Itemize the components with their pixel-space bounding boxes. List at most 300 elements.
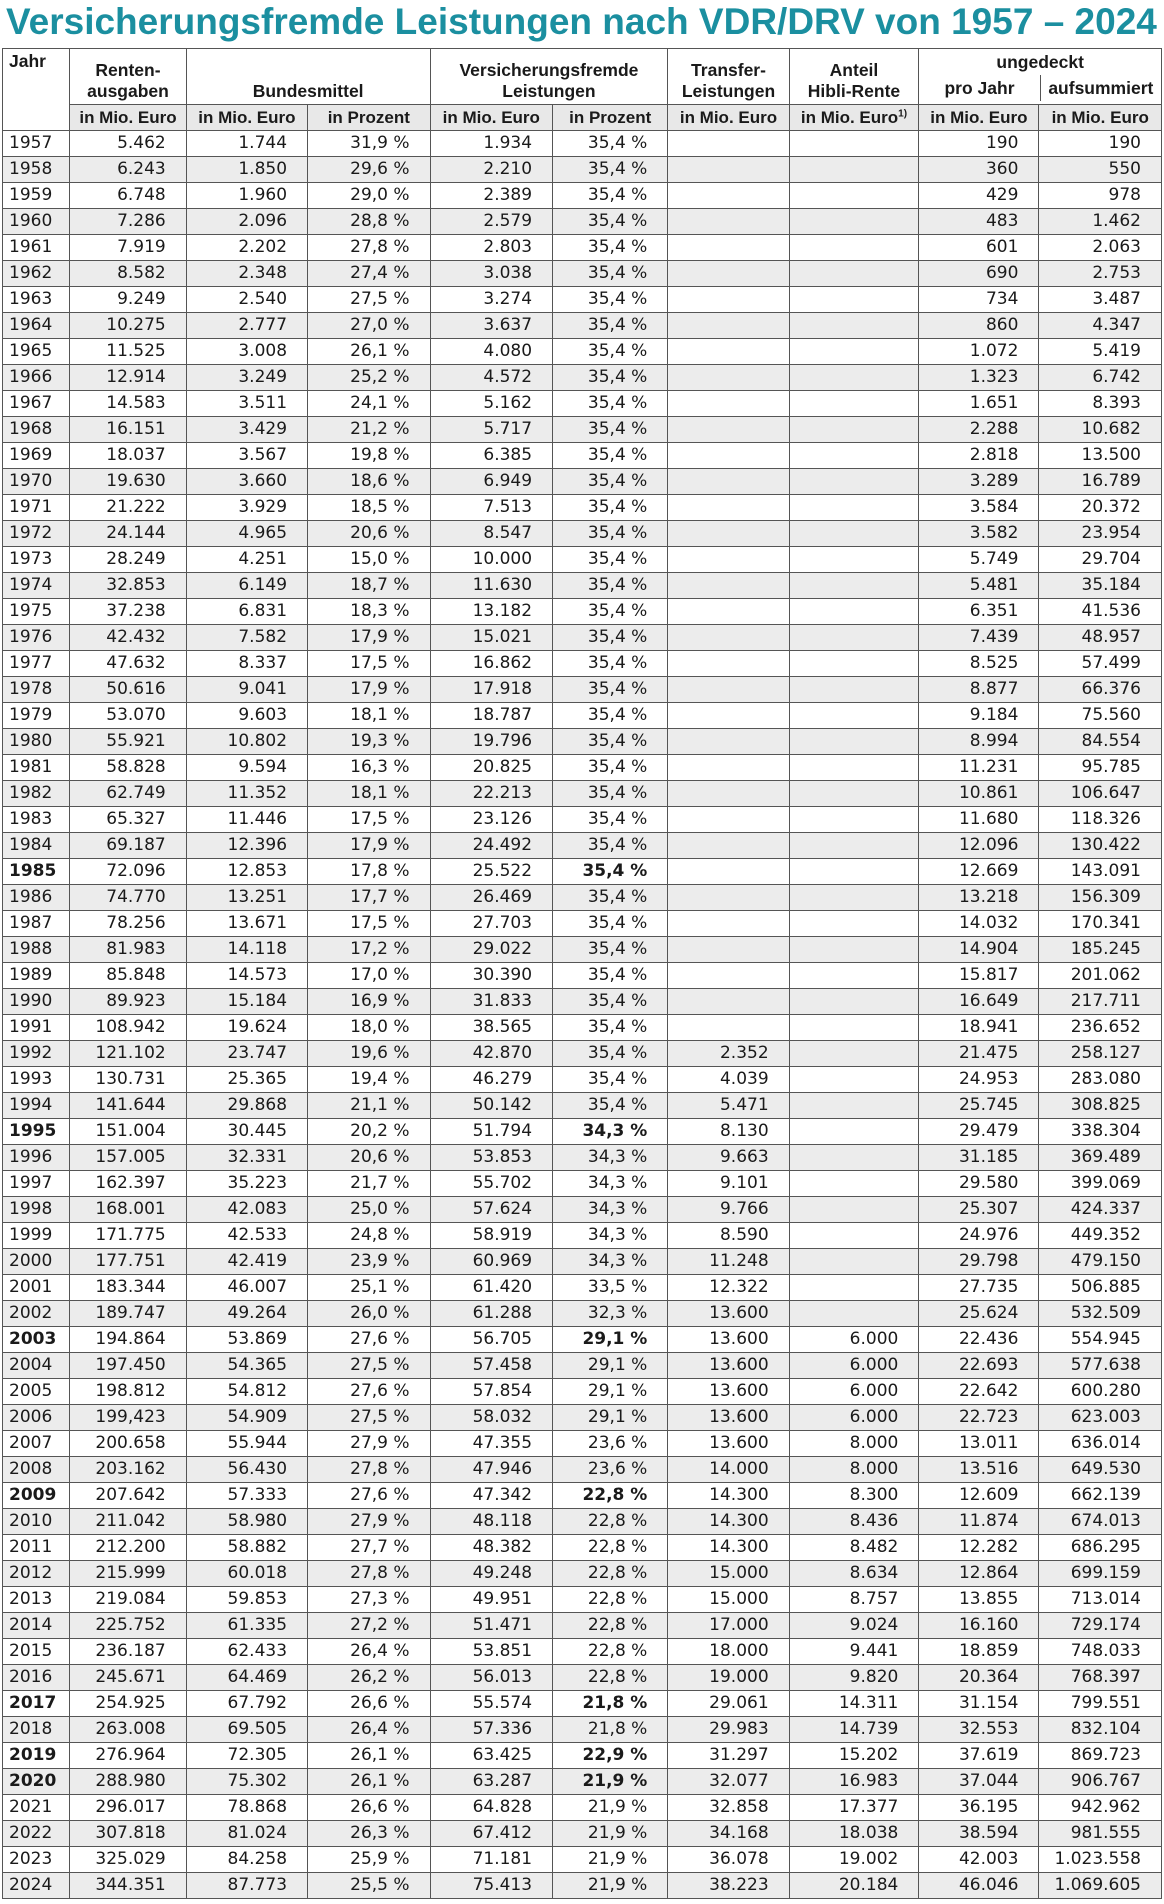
cell-ungedeckt-pro-jahr: 1.651: [919, 391, 1039, 417]
cell-anteil: 9.441: [789, 1639, 919, 1665]
cell-ungedeckt-aufsummiert: 550: [1039, 157, 1162, 183]
cell-ungedeckt-pro-jahr: 32.553: [919, 1717, 1039, 1743]
cell-transfer: 12.322: [668, 1275, 789, 1301]
cell-ungedeckt-pro-jahr: 22.723: [919, 1405, 1039, 1431]
cell-transfer: 15.000: [668, 1561, 789, 1587]
table-row: [3, 1067, 1162, 1093]
cell-ungedeckt-pro-jahr: 8.877: [919, 677, 1039, 703]
cell-renten: 198.812: [70, 1379, 186, 1405]
cell-ungedeckt-pro-jahr: 3.584: [919, 495, 1039, 521]
cell-year: 2022: [3, 1821, 70, 1847]
table-row: [3, 547, 1162, 573]
cell-year: 1959: [3, 183, 70, 209]
cell-transfer: [668, 911, 789, 937]
cell-vfl-prozent: 35,4 %: [553, 599, 668, 625]
cell-anteil: [789, 729, 919, 755]
cell-anteil: 8.482: [789, 1535, 919, 1561]
cell-vfl-prozent: 22,9 %: [553, 1743, 668, 1769]
cell-transfer: 15.000: [668, 1587, 789, 1613]
cell-renten: 7.286: [70, 209, 186, 235]
cell-ungedeckt-pro-jahr: 22.642: [919, 1379, 1039, 1405]
cell-ungedeckt-aufsummiert: 832.104: [1039, 1717, 1162, 1743]
cell-transfer: 17.000: [668, 1613, 789, 1639]
cell-year: 2017: [3, 1691, 70, 1717]
cell-bund-prozent: 27,3 %: [308, 1587, 431, 1613]
cell-ungedeckt-pro-jahr: 2.288: [919, 417, 1039, 443]
footnote-mark: 1): [898, 108, 908, 120]
cell-vfl-mio: 53.853: [430, 1145, 553, 1171]
table-row: [3, 157, 1162, 183]
cell-anteil: [789, 1145, 919, 1171]
cell-ungedeckt-aufsummiert: 3.487: [1039, 287, 1162, 313]
cell-anteil: 8.000: [789, 1431, 919, 1457]
page-title: Versicherungsfremde Leistungen nach VDR/DRV von 1957 – 2024: [6, 1, 1157, 42]
cell-vfl-prozent: 34,3 %: [553, 1171, 668, 1197]
cell-bund-mio: 62.433: [186, 1639, 307, 1665]
cell-bund-prozent: 25,0 %: [308, 1197, 431, 1223]
cell-bund-prozent: 31,9 %: [308, 131, 431, 157]
cell-ungedeckt-pro-jahr: 27.735: [919, 1275, 1039, 1301]
cell-ungedeckt-pro-jahr: 13.855: [919, 1587, 1039, 1613]
cell-year: 2020: [3, 1769, 70, 1795]
cell-transfer: 9.663: [668, 1145, 789, 1171]
cell-transfer: [668, 833, 789, 859]
cell-vfl-prozent: 35,4 %: [553, 183, 668, 209]
cell-anteil: [789, 807, 919, 833]
cell-bund-mio: 9.594: [186, 755, 307, 781]
cell-transfer: 8.130: [668, 1119, 789, 1145]
cell-vfl-prozent: 34,3 %: [553, 1145, 668, 1171]
cell-ungedeckt-aufsummiert: 48.957: [1039, 625, 1162, 651]
cell-vfl-prozent: 29,1 %: [553, 1405, 668, 1431]
cell-vfl-prozent: 21,8 %: [553, 1717, 668, 1743]
cell-anteil: [789, 573, 919, 599]
cell-bund-prozent: 25,1 %: [308, 1275, 431, 1301]
anteil-header-label: Anteil Hibli-Rente: [807, 60, 901, 101]
unit-pro-jahr: in Mio. Euro: [919, 105, 1039, 131]
cell-ungedeckt-pro-jahr: 18.941: [919, 1015, 1039, 1041]
cell-ungedeckt-aufsummiert: 308.825: [1039, 1093, 1162, 1119]
cell-renten: 189.747: [70, 1301, 186, 1327]
cell-ungedeckt-aufsummiert: 130.422: [1039, 833, 1162, 859]
cell-bund-prozent: 26,6 %: [308, 1795, 431, 1821]
table-row: [3, 1353, 1162, 1379]
cell-bund-prozent: 21,7 %: [308, 1171, 431, 1197]
cell-ungedeckt-aufsummiert: 258.127: [1039, 1041, 1162, 1067]
cell-anteil: [789, 313, 919, 339]
cell-anteil: [789, 1275, 919, 1301]
cell-year: 2013: [3, 1587, 70, 1613]
cell-ungedeckt-aufsummiert: 978: [1039, 183, 1162, 209]
cell-vfl-mio: 46.279: [430, 1067, 553, 1093]
cell-ungedeckt-aufsummiert: 729.174: [1039, 1613, 1162, 1639]
cell-bund-mio: 55.944: [186, 1431, 307, 1457]
cell-bund-mio: 78.868: [186, 1795, 307, 1821]
cell-bund-mio: 9.603: [186, 703, 307, 729]
cell-year: 2006: [3, 1405, 70, 1431]
cell-transfer: [668, 573, 789, 599]
cell-anteil: 15.202: [789, 1743, 919, 1769]
cell-vfl-prozent: 35,4 %: [553, 729, 668, 755]
cell-bund-prozent: 27,5 %: [308, 1405, 431, 1431]
cell-ungedeckt-pro-jahr: 860: [919, 313, 1039, 339]
cell-renten: 81.983: [70, 937, 186, 963]
table-row: [3, 937, 1162, 963]
cell-bund-mio: 9.041: [186, 677, 307, 703]
cell-bund-mio: 46.007: [186, 1275, 307, 1301]
cell-bund-prozent: 26,6 %: [308, 1691, 431, 1717]
cell-transfer: [668, 1015, 789, 1041]
cell-vfl-prozent: 35,4 %: [553, 495, 668, 521]
cell-renten: 288.980: [70, 1769, 186, 1795]
cell-renten: 212.200: [70, 1535, 186, 1561]
cell-vfl-mio: 63.425: [430, 1743, 553, 1769]
cell-transfer: [668, 729, 789, 755]
cell-bund-prozent: 27,6 %: [308, 1483, 431, 1509]
cell-bund-mio: 49.264: [186, 1301, 307, 1327]
cell-ungedeckt-aufsummiert: 699.159: [1039, 1561, 1162, 1587]
cell-anteil: 16.983: [789, 1769, 919, 1795]
cell-vfl-mio: 71.181: [430, 1847, 553, 1873]
cell-ungedeckt-aufsummiert: 748.033: [1039, 1639, 1162, 1665]
cell-vfl-mio: 57.458: [430, 1353, 553, 1379]
table-row: [3, 1145, 1162, 1171]
table-row: [3, 183, 1162, 209]
cell-year: 2012: [3, 1561, 70, 1587]
table-row: [3, 287, 1162, 313]
cell-transfer: [668, 157, 789, 183]
cell-renten: 245.671: [70, 1665, 186, 1691]
cell-vfl-prozent: 21,9 %: [553, 1821, 668, 1847]
table-row: [3, 1223, 1162, 1249]
cell-vfl-mio: 6.385: [430, 443, 553, 469]
cell-anteil: [789, 885, 919, 911]
cell-transfer: 13.600: [668, 1327, 789, 1353]
cell-ungedeckt-aufsummiert: 686.295: [1039, 1535, 1162, 1561]
cell-vfl-mio: 58.919: [430, 1223, 553, 1249]
cell-renten: 197.450: [70, 1353, 186, 1379]
cell-transfer: 14.300: [668, 1509, 789, 1535]
cell-year: 1991: [3, 1015, 70, 1041]
cell-renten: 236.187: [70, 1639, 186, 1665]
cell-vfl-prozent: 35,4 %: [553, 859, 668, 885]
cell-ungedeckt-pro-jahr: 42.003: [919, 1847, 1039, 1873]
cell-year: 1997: [3, 1171, 70, 1197]
cell-vfl-prozent: 35,4 %: [553, 781, 668, 807]
cell-transfer: [668, 885, 789, 911]
ungedeckt-label: ungedeckt: [996, 52, 1084, 72]
cell-ungedeckt-aufsummiert: 662.139: [1039, 1483, 1162, 1509]
table-row: [3, 1665, 1162, 1691]
table-row: [3, 1795, 1162, 1821]
cell-anteil: [789, 989, 919, 1015]
col-renten-header: [70, 49, 186, 105]
cell-ungedeckt-aufsummiert: 35.184: [1039, 573, 1162, 599]
cell-ungedeckt-aufsummiert: 84.554: [1039, 729, 1162, 755]
cell-anteil: [789, 963, 919, 989]
cell-bund-prozent: 28,8 %: [308, 209, 431, 235]
cell-vfl-mio: 5.162: [430, 391, 553, 417]
col-transfer-header: [668, 49, 789, 105]
cell-ungedeckt-pro-jahr: 31.154: [919, 1691, 1039, 1717]
cell-year: 1963: [3, 287, 70, 313]
cell-vfl-prozent: 35,4 %: [553, 443, 668, 469]
cell-vfl-mio: 7.513: [430, 495, 553, 521]
cell-renten: 62.749: [70, 781, 186, 807]
cell-transfer: 32.077: [668, 1769, 789, 1795]
cell-vfl-mio: 1.934: [430, 131, 553, 157]
cell-vfl-mio: 8.547: [430, 521, 553, 547]
cell-transfer: [668, 261, 789, 287]
cell-vfl-mio: 48.118: [430, 1509, 553, 1535]
table-row: [3, 1821, 1162, 1847]
cell-vfl-prozent: 35,4 %: [553, 989, 668, 1015]
cell-ungedeckt-aufsummiert: 16.789: [1039, 469, 1162, 495]
cell-ungedeckt-pro-jahr: 25.745: [919, 1093, 1039, 1119]
table-row: [3, 1275, 1162, 1301]
cell-bund-prozent: 27,7 %: [308, 1535, 431, 1561]
cell-ungedeckt-pro-jahr: 21.475: [919, 1041, 1039, 1067]
cell-renten: 276.964: [70, 1743, 186, 1769]
cell-bund-prozent: 27,2 %: [308, 1613, 431, 1639]
cell-ungedeckt-pro-jahr: 22.693: [919, 1353, 1039, 1379]
cell-renten: 130.731: [70, 1067, 186, 1093]
cell-transfer: [668, 625, 789, 651]
cell-bund-prozent: 17,9 %: [308, 625, 431, 651]
cell-vfl-mio: 49.248: [430, 1561, 553, 1587]
cell-transfer: [668, 131, 789, 157]
cell-renten: 225.752: [70, 1613, 186, 1639]
cell-bund-mio: 58.980: [186, 1509, 307, 1535]
cell-year: 1969: [3, 443, 70, 469]
cell-bund-mio: 57.333: [186, 1483, 307, 1509]
cell-renten: 12.914: [70, 365, 186, 391]
cell-renten: 6.243: [70, 157, 186, 183]
cell-ungedeckt-aufsummiert: 2.063: [1039, 235, 1162, 261]
cell-bund-mio: 7.582: [186, 625, 307, 651]
table-row: [3, 599, 1162, 625]
cell-year: 1983: [3, 807, 70, 833]
cell-bund-prozent: 26,1 %: [308, 339, 431, 365]
cell-bund-mio: 32.331: [186, 1145, 307, 1171]
table-row: [3, 1171, 1162, 1197]
cell-anteil: [789, 833, 919, 859]
cell-vfl-prozent: 34,3 %: [553, 1197, 668, 1223]
cell-bund-mio: 11.446: [186, 807, 307, 833]
cell-bund-prozent: 17,5 %: [308, 651, 431, 677]
cell-renten: 177.751: [70, 1249, 186, 1275]
cell-bund-mio: 2.202: [186, 235, 307, 261]
cell-ungedeckt-aufsummiert: 869.723: [1039, 1743, 1162, 1769]
cell-renten: 14.583: [70, 391, 186, 417]
cell-year: 1989: [3, 963, 70, 989]
cell-transfer: [668, 859, 789, 885]
table-row: [3, 625, 1162, 651]
cell-ungedeckt-aufsummiert: 236.652: [1039, 1015, 1162, 1041]
cell-anteil: [789, 131, 919, 157]
table-row: [3, 1561, 1162, 1587]
cell-bund-prozent: 17,2 %: [308, 937, 431, 963]
cell-ungedeckt-aufsummiert: 506.885: [1039, 1275, 1162, 1301]
table-row: [3, 235, 1162, 261]
cell-vfl-mio: 10.000: [430, 547, 553, 573]
cell-vfl-mio: 4.080: [430, 339, 553, 365]
cell-bund-mio: 6.149: [186, 573, 307, 599]
cell-bund-prozent: 27,6 %: [308, 1379, 431, 1405]
cell-vfl-prozent: 35,4 %: [553, 703, 668, 729]
cell-transfer: 14.300: [668, 1535, 789, 1561]
cell-ungedeckt-aufsummiert: 66.376: [1039, 677, 1162, 703]
cell-bund-mio: 54.365: [186, 1353, 307, 1379]
cell-vfl-prozent: 33,5 %: [553, 1275, 668, 1301]
cell-bund-mio: 3.567: [186, 443, 307, 469]
cell-transfer: [668, 963, 789, 989]
cell-bund-mio: 8.337: [186, 651, 307, 677]
cell-ungedeckt-aufsummiert: 106.647: [1039, 781, 1162, 807]
cell-anteil: 8.300: [789, 1483, 919, 1509]
table-row: [3, 1743, 1162, 1769]
unit-transfer: in Mio. Euro: [668, 105, 789, 131]
cell-vfl-mio: 53.851: [430, 1639, 553, 1665]
table-row: [3, 703, 1162, 729]
cell-renten: 296.017: [70, 1795, 186, 1821]
cell-renten: 168.001: [70, 1197, 186, 1223]
cell-year: 1999: [3, 1223, 70, 1249]
table-row: [3, 365, 1162, 391]
vfl-header-label: Versicherungsfremde Leistungen: [459, 60, 639, 101]
cell-ungedeckt-pro-jahr: 3.582: [919, 521, 1039, 547]
cell-bund-prozent: 18,1 %: [308, 703, 431, 729]
cell-ungedeckt-pro-jahr: 601: [919, 235, 1039, 261]
cell-year: 2014: [3, 1613, 70, 1639]
cell-ungedeckt-pro-jahr: 360: [919, 157, 1039, 183]
cell-bund-prozent: 18,3 %: [308, 599, 431, 625]
cell-bund-mio: 81.024: [186, 1821, 307, 1847]
cell-vfl-prozent: 35,4 %: [553, 157, 668, 183]
cell-transfer: [668, 417, 789, 443]
cell-vfl-prozent: 35,4 %: [553, 365, 668, 391]
cell-ungedeckt-pro-jahr: 1.323: [919, 365, 1039, 391]
cell-year: 1966: [3, 365, 70, 391]
cell-ungedeckt-pro-jahr: 10.861: [919, 781, 1039, 807]
cell-bund-mio: 4.251: [186, 547, 307, 573]
cell-vfl-mio: 48.382: [430, 1535, 553, 1561]
cell-ungedeckt-pro-jahr: 3.289: [919, 469, 1039, 495]
cell-ungedeckt-aufsummiert: 399.069: [1039, 1171, 1162, 1197]
cell-bund-mio: 1.960: [186, 183, 307, 209]
cell-vfl-mio: 3.274: [430, 287, 553, 313]
cell-bund-mio: 61.335: [186, 1613, 307, 1639]
cell-renten: 18.037: [70, 443, 186, 469]
cell-vfl-mio: 13.182: [430, 599, 553, 625]
cell-vfl-prozent: 35,4 %: [553, 391, 668, 417]
cell-bund-mio: 60.018: [186, 1561, 307, 1587]
cell-transfer: [668, 651, 789, 677]
cell-renten: 215.999: [70, 1561, 186, 1587]
cell-year: 2004: [3, 1353, 70, 1379]
cell-anteil: [789, 1197, 919, 1223]
header-row-units: [3, 105, 1162, 131]
cell-renten: 89.923: [70, 989, 186, 1015]
cell-vfl-mio: 4.572: [430, 365, 553, 391]
cell-vfl-prozent: 35,4 %: [553, 625, 668, 651]
cell-renten: 203.162: [70, 1457, 186, 1483]
cell-vfl-prozent: 35,4 %: [553, 209, 668, 235]
cell-renten: 85.848: [70, 963, 186, 989]
cell-year: 2003: [3, 1327, 70, 1353]
table-row: [3, 1847, 1162, 1873]
cell-year: 1978: [3, 677, 70, 703]
cell-bund-mio: 64.469: [186, 1665, 307, 1691]
cell-bund-prozent: 18,6 %: [308, 469, 431, 495]
unit-vfl-prozent: in Prozent: [553, 105, 668, 131]
cell-renten: 162.397: [70, 1171, 186, 1197]
cell-year: 2023: [3, 1847, 70, 1873]
cell-anteil: 9.024: [789, 1613, 919, 1639]
cell-vfl-mio: 55.574: [430, 1691, 553, 1717]
table-row: [3, 1691, 1162, 1717]
cell-ungedeckt-aufsummiert: 623.003: [1039, 1405, 1162, 1431]
cell-bund-mio: 2.348: [186, 261, 307, 287]
cell-anteil: [789, 339, 919, 365]
cell-renten: 108.942: [70, 1015, 186, 1041]
cell-ungedeckt-pro-jahr: 11.680: [919, 807, 1039, 833]
cell-vfl-mio: 47.342: [430, 1483, 553, 1509]
cell-year: 1971: [3, 495, 70, 521]
cell-vfl-prozent: 35,4 %: [553, 1093, 668, 1119]
cell-ungedeckt-pro-jahr: 7.439: [919, 625, 1039, 651]
cell-year: 1967: [3, 391, 70, 417]
cell-bund-mio: 12.853: [186, 859, 307, 885]
cell-ungedeckt-pro-jahr: 12.096: [919, 833, 1039, 859]
table-row: [3, 1587, 1162, 1613]
cell-vfl-mio: 11.630: [430, 573, 553, 599]
cell-anteil: [789, 781, 919, 807]
cell-vfl-prozent: 22,8 %: [553, 1561, 668, 1587]
cell-year: 1973: [3, 547, 70, 573]
cell-bund-prozent: 26,1 %: [308, 1769, 431, 1795]
cell-bund-prozent: 19,6 %: [308, 1041, 431, 1067]
cell-renten: 47.632: [70, 651, 186, 677]
table-row: [3, 833, 1162, 859]
cell-vfl-mio: 50.142: [430, 1093, 553, 1119]
cell-ungedeckt-pro-jahr: 16.649: [919, 989, 1039, 1015]
cell-vfl-prozent: 35,4 %: [553, 885, 668, 911]
cell-vfl-prozent: 35,4 %: [553, 235, 668, 261]
cell-year: 1979: [3, 703, 70, 729]
cell-anteil: 6.000: [789, 1405, 919, 1431]
cell-vfl-mio: 29.022: [430, 937, 553, 963]
cell-year: 1980: [3, 729, 70, 755]
cell-vfl-prozent: 35,4 %: [553, 261, 668, 287]
cell-anteil: 8.757: [789, 1587, 919, 1613]
cell-vfl-prozent: 35,4 %: [553, 937, 668, 963]
cell-bund-mio: 58.882: [186, 1535, 307, 1561]
cell-vfl-prozent: 29,1 %: [553, 1327, 668, 1353]
table-row: [3, 859, 1162, 885]
cell-bund-mio: 69.505: [186, 1717, 307, 1743]
cell-transfer: [668, 313, 789, 339]
cell-renten: 19.630: [70, 469, 186, 495]
table-row: [3, 1093, 1162, 1119]
cell-transfer: 36.078: [668, 1847, 789, 1873]
cell-renten: 69.187: [70, 833, 186, 859]
cell-vfl-prozent: 21,8 %: [553, 1691, 668, 1717]
cell-ungedeckt-pro-jahr: 25.307: [919, 1197, 1039, 1223]
cell-bund-prozent: 23,9 %: [308, 1249, 431, 1275]
cell-bund-prozent: 26,0 %: [308, 1301, 431, 1327]
cell-year: 1985: [3, 859, 70, 885]
